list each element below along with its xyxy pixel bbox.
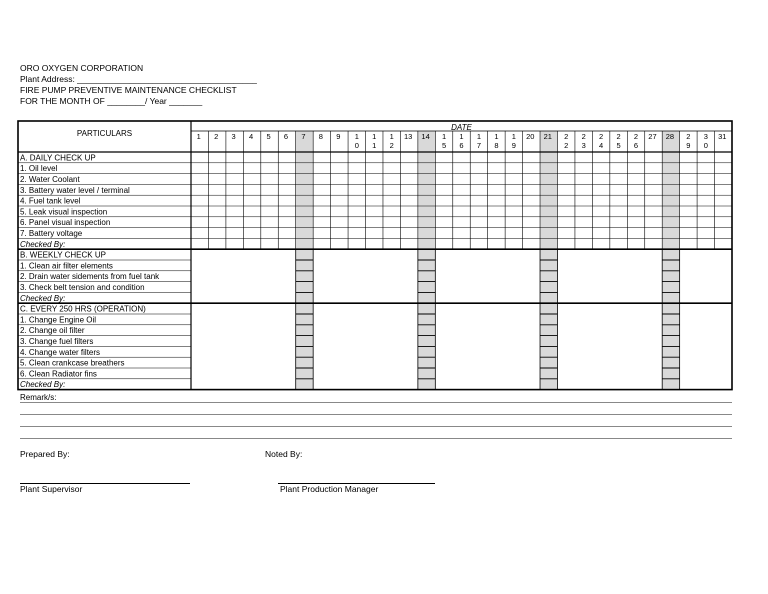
noted-by-label: Noted By: [265,449,303,459]
day-number-digit: 9 [511,141,516,150]
day-number-digit: 1 [354,132,359,141]
day-number: 2 [214,132,219,141]
day-number-digit: 5 [616,141,621,150]
day-number-digit: 5 [441,141,447,150]
day-number: 1 [196,132,201,141]
checklist-item: 1. Oil level [20,164,58,174]
day-number: 8 [318,132,323,141]
day-number-digit: 7 [476,141,482,150]
checked-by-label: Checked By: [20,293,66,303]
remarks-line [20,402,732,403]
day-number-digit: 2 [633,132,639,141]
checklist-item: 1. Change Engine Oil [20,315,97,325]
checklist-title: FIRE PUMP PREVENTIVE MAINTENANCE CHECKLIST [20,85,237,95]
day-number-digit: 6 [633,141,639,150]
checklist-item: 4. Change water filters [20,347,101,357]
particulars-header: PARTICULARS [76,129,133,138]
day-number: 28 [665,132,675,141]
remarks-line [20,438,732,439]
table-border [18,121,732,390]
checklist-item: 3. Change fuel filters [20,337,94,346]
day-number-digit: 1 [441,132,447,141]
remarks-line [20,414,732,415]
day-number: 4 [248,132,254,141]
day-number-digit: 2 [564,132,569,141]
day-number: 7 [301,132,306,141]
day-number-digit: 2 [616,132,621,141]
day-number-digit: 1 [459,132,464,141]
remarks-line [20,426,732,427]
day-number-digit: 2 [581,132,586,141]
day-number-digit: 6 [459,141,464,150]
remarks-label: Remark/s: [20,393,57,402]
section-title: C. EVERY 250 HRS (OPERATION) [20,304,146,314]
checklist-item: 6. Panel visual inspection [20,218,111,228]
checklist-item: 5. Leak visual inspection [20,207,108,217]
checklist-item: 3. Check belt tension and condition [20,283,145,292]
day-number: 9 [336,132,341,141]
plant-production-manager-label: Plant Production Manager [280,484,379,494]
day-number: 21 [543,132,552,141]
day-number: 31 [718,132,727,141]
day-number: 27 [648,132,657,141]
section-title: A. DAILY CHECK UP [20,153,96,163]
section-title: B. WEEKLY CHECK UP [20,250,106,260]
plant-supervisor-label: Plant Supervisor [20,484,83,494]
day-number-digit: 1 [372,141,377,150]
day-number-digit: 1 [476,132,482,141]
month-year-field: FOR THE MONTH OF ________/ Year _______ [20,96,203,106]
day-number-digit: 1 [494,132,499,141]
day-number-digit: 9 [686,141,691,150]
day-number-digit: 2 [686,132,691,141]
day-number: 5 [266,132,271,141]
checklist-item: 2. Water Coolant [20,175,80,184]
date-header-label: DATE [451,123,472,132]
day-number-digit: 0 [354,141,359,150]
day-number: 20 [526,132,535,141]
day-number-digit: 0 [703,141,708,150]
day-number: 13 [403,132,413,141]
checklist-item: 3. Battery water level / terminal [20,185,130,195]
checklist-item: 2. Change oil filter [20,326,85,336]
checked-by-label: Checked By: [20,239,66,249]
checklist-item: 6. Clean Radiator fins [20,369,97,379]
checklist-item: 5. Clean crankcase breathers [20,358,125,368]
day-number-digit: 2 [564,141,569,150]
prepared-by-label: Prepared By: [20,449,70,459]
checklist-item: 4. Fuel tank level [20,196,81,206]
checked-by-label: Checked By: [20,380,66,390]
day-number: 6 [283,132,289,141]
day-number: 14 [421,132,430,141]
day-number: 3 [231,132,236,141]
day-number-digit: 3 [703,132,708,141]
day-number-digit: 4 [599,141,604,150]
company-name: ORO OXYGEN CORPORATION [20,63,144,73]
checklist-item: 7. Battery voltage [20,229,83,238]
day-number-digit: 2 [389,141,394,150]
plant-address-field: Plant Address: ______________________________________ [20,74,257,84]
checklist-item: 1. Clean air filter elements [20,261,113,271]
day-number-digit: 1 [389,132,394,141]
day-number-digit: 3 [581,141,586,150]
day-number-digit: 1 [511,132,516,141]
day-number-digit: 1 [372,132,377,141]
checklist-item: 2. Drain water sidements from fuel tank [20,272,160,282]
day-number-digit: 8 [494,141,499,150]
day-number-digit: 2 [599,132,604,141]
